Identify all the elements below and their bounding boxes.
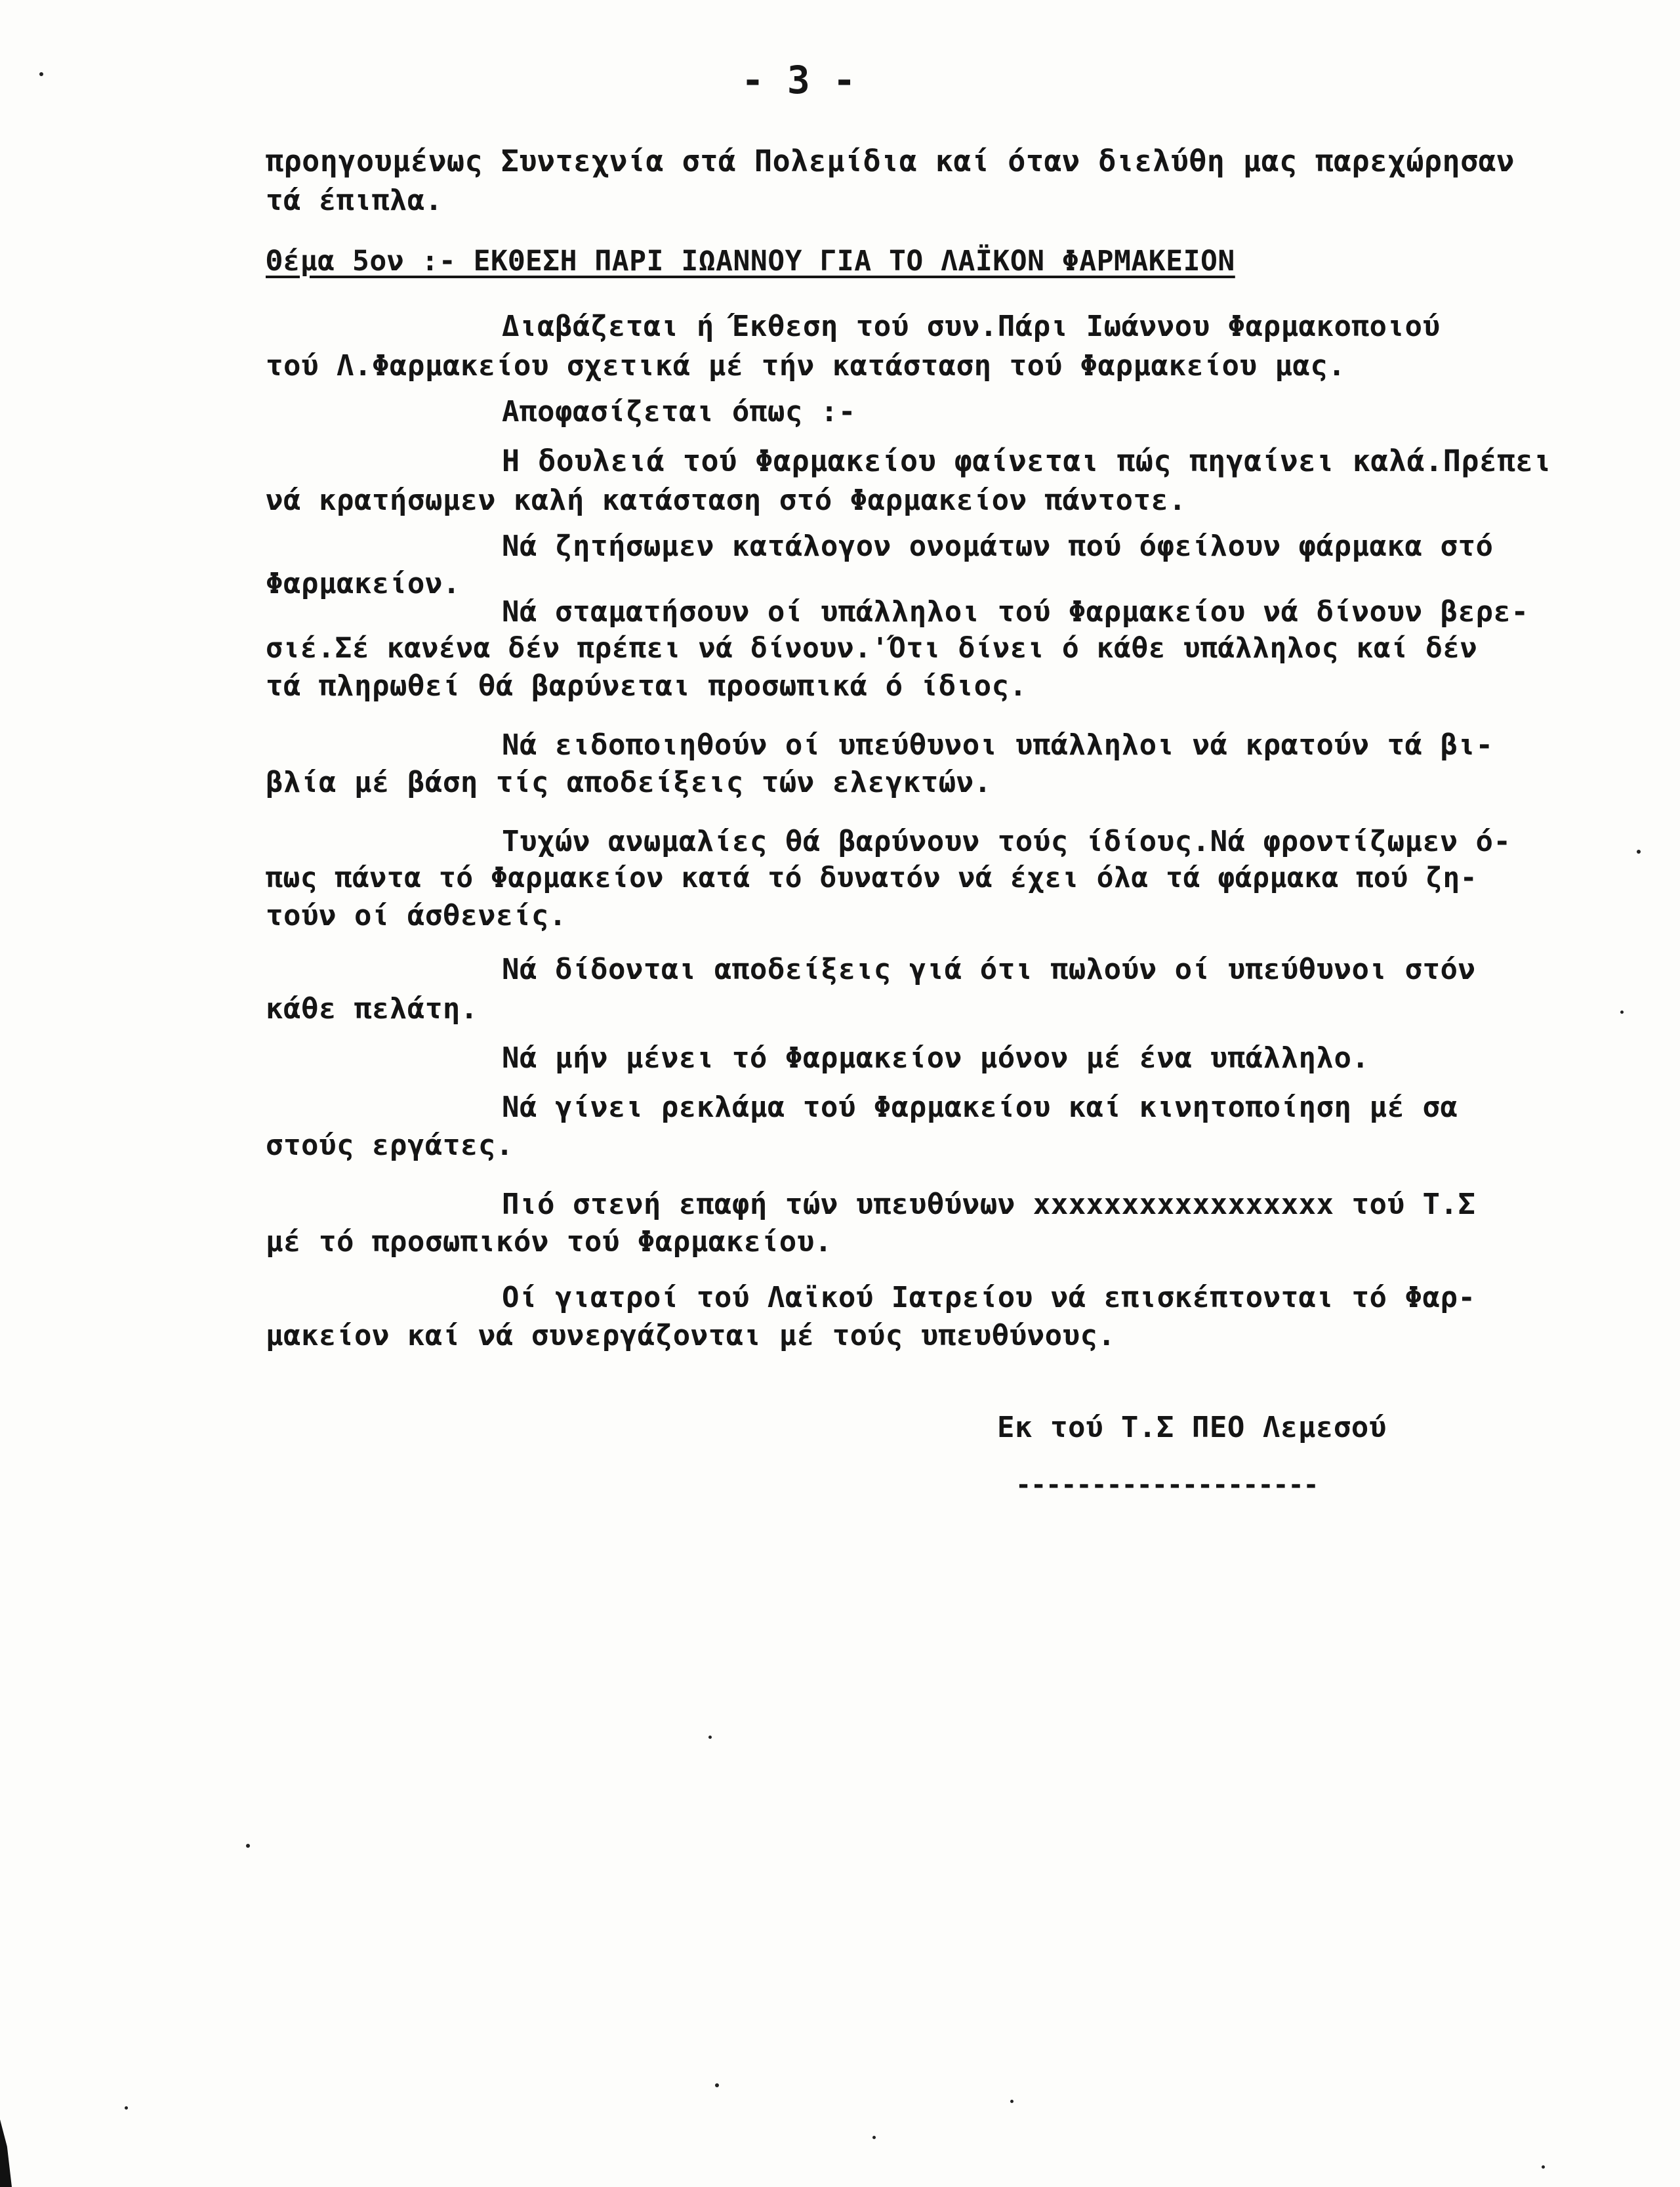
scan-speck — [1542, 2165, 1545, 2169]
scan-speck — [39, 72, 43, 76]
text-line: Νά ζητήσωμεν κατάλογον ονομάτων πού όφείλουν φάρμακα στό — [502, 530, 1494, 563]
text-line: Διαβάζεται ή Έκθεση τού συν.Πάρι Ιωάννου Φαρμακοποιού — [502, 310, 1441, 343]
scan-speck — [708, 1736, 712, 1739]
text-line: τά έπιπλα. — [266, 184, 443, 217]
text-line: Τυχών ανωμαλίες θά βαρύνουν τούς ίδίους.Νά φροντίζωμεν ό- — [502, 825, 1511, 858]
text-line: Νά γίνει ρεκλάμα τού Φαρμακείου καί κινητοποίηση μέ σα — [502, 1091, 1458, 1124]
text-line: Νά σταματήσουν οί υπάλληλοι τού Φαρμακείου νά δίνουν βερε- — [502, 595, 1529, 629]
text-line: Οί γιατροί τού Λαϊκού Ιατρείου νά επισκέπτονται τό Φαρ- — [502, 1281, 1476, 1314]
text-line: πως πάντα τό Φαρμακείον κατά τό δυνατόν νά έχει όλα τά φάρμακα πού ζη- — [266, 862, 1478, 894]
scan-speck — [1620, 1010, 1624, 1014]
text-line: Νά ειδοποιηθούν οί υπεύθυνοι υπάλληλοι νά κρατούν τά βι- — [502, 728, 1494, 762]
scan-speck — [1010, 2100, 1014, 2103]
signature-line: Εκ τού Τ.Σ ΠΕΟ Λεμεσού — [997, 1411, 1387, 1444]
text-line: Νά μήν μένει τό Φαρμακείον μόνον μέ ένα υπάλληλο. — [502, 1041, 1370, 1075]
scan-edge-mark — [0, 2119, 12, 2187]
text-line: τούν οί άσθενείς. — [266, 899, 567, 932]
text-line: Φαρμακείον. — [266, 567, 461, 600]
scan-speck — [125, 2106, 128, 2110]
text-line: Η δουλειά τού Φαρμακείου φαίνεται πώς πηγαίνει καλά.Πρέπει — [502, 444, 1552, 478]
scan-speck — [872, 2136, 876, 2139]
text-line: Πιό στενή επαφή τών υπευθύνων xxxxxxxxxxxxxxxxx τού Τ.Σ — [502, 1188, 1476, 1221]
text-line: βλία μέ βάση τίς αποδείξεις τών ελεγκτών. — [266, 766, 992, 799]
signature-rule: -------------------- — [1015, 1470, 1319, 1500]
text-line: Νά δίδονται αποδείξεις γιά ότι πωλούν οί υπεύθυνοι στόν — [502, 953, 1476, 986]
page-number: - 3 - — [741, 58, 856, 102]
section-heading: Θέμα 5ον :- ΕΚΘΕΣΗ ΠΑΡΙ ΙΩΑΝΝΟΥ ΓΙΑ ΤΟ ΛΑΪΚΟΝ ΦΑΡΜΑΚΕΙΟΝ — [266, 245, 1235, 278]
text-line: στούς εργάτες. — [266, 1129, 514, 1162]
text-line: τά πληρωθεί θά βαρύνεται προσωπικά ό ίδιος. — [266, 669, 1027, 703]
text-line: κάθε πελάτη. — [266, 992, 478, 1026]
text-line: τού Λ.Φαρμακείου σχετικά μέ τήν κατάσταση τού Φαρμακείου μας. — [266, 349, 1346, 383]
text-line: προηγουμένως Συντεχνία στά Πολεμίδια καί όταν διελύθη μας παρεχώρησαν — [266, 144, 1515, 178]
text-line: νά κρατήσωμεν καλή κατάσταση στό Φαρμακείον πάντοτε. — [266, 484, 1187, 517]
scan-speck — [1637, 850, 1641, 854]
scan-speck — [715, 2083, 719, 2087]
text-line: μέ τό προσωπικόν τού Φαρμακείου. — [266, 1225, 832, 1259]
text-line: Αποφασίζεται όπως :- — [502, 395, 856, 428]
text-line: σιέ.Σέ κανένα δέν πρέπει νά δίνουν.'Ότι δίνει ό κάθε υπάλληλος καί δέν — [266, 632, 1478, 665]
scan-speck — [246, 1844, 250, 1848]
text-line: μακείον καί νά συνεργάζονται μέ τούς υπευθύνους. — [266, 1319, 1116, 1352]
